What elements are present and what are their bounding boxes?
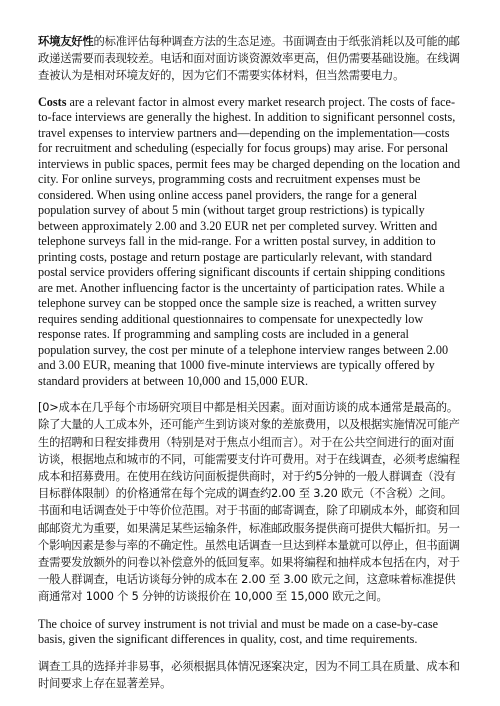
environment-lead-term: 环境友好性 [38, 35, 94, 48]
choice-paragraph-en: The choice of survey instrument is not trivial and must be made on a case-by-case basis, given the significant differences in quality, cost, and time requirements. [38, 616, 439, 647]
environment-paragraph-zh [38, 33, 462, 85]
costs-paragraph-en [38, 95, 462, 390]
choice-paragraph-zh: 调查工具的选择并非易事，必须根据具体情况逐案决定，因为不同工具在质量、成本和时间要求上存在显著差异。 [38, 659, 460, 690]
costs-lead-term: Costs [38, 94, 67, 109]
costs-paragraph-zh: [0>成本在几乎每个市场研究项目中都是相关因素。面对面访谈的成本通常是最高的。除了大量的人工成本外，还可能产生到访谈对象的差旅费用，以及根据实施情况可能产生的招聘和日程安排费用（特别是对于焦点小组而言）。对于在公共空间进行的面对面访谈，根据地点和城市的不同，可能需要支付许可费用。对于在线调查，必须考虑编程成本和招募费用。在使用在线访问面板提供商时，对于约5分钟的一般人群调查（没有目标群体限制）的价格通常在每个完成的调查约2.00 至 3.20 欧元（不含税）之间。书面和电话调查处于中等价位范围。对于书面的邮寄调查，除了印刷成本外，邮资和回邮邮资尤为重要，如果满足某些运输条件，标准邮政服务提供商可提供大幅折扣。另一个影响因素是参与率的不确定性。虽然电话调查一旦达到样本量就可以停止，但书面调查需要发放额外的问卷以补偿意外的低回复率。如果将编程和抽样成本包括在内，对于一般人群调查，电话访谈每分钟的成本在 2.00 至 3.00 欧元之间，这意味着标准提供商通常对 1000 个 5 分钟的访谈报价在 10,000 至 15,000 欧元之间。 [38, 401, 460, 604]
costs-body-text: are a relevant factor in almost every market research project. The costs of face-to-face interviews are generally the highest. In addition to significant personnel costs, travel expenses to interview partners and—depending on the implementation—costs for recruitment and scheduling (especially for focus groups) may arise. For personal interviews in public spaces, permit fees may be charged depending on the location and city. For online surveys, programming costs and recruitment expenses must be considered. When using online access panel providers, the range for a general population survey of about 5 min (without target group restrictions) is typically between approximately 2.00 and 3.20 EUR net per completed survey. Written and telephone surveys fall in the mid-range. For a written postal survey, in addition to printing costs, postage and return postage are particularly relevant, with standard postal service providers offering significant discounts if certain shipping conditions are met. Another influencing factor is the uncertainty of participation rates. While a telephone survey can be stopped once the sample size is reached, a written survey requires sending additional questionnaires to compensate for unexpectedly low response rates. If programming and sampling costs are included in a general population survey, the cost per minute of a telephone interview ranges between 2.00 and 3.00 EUR, meaning that 1000 five-minute interviews are typically offered by standard providers at between 10,000 and 15,000 EUR. [38, 94, 461, 388]
environment-body-text: 的标准评估每种调查方法的生态足迹。书面调查由于纸张消耗以及可能的邮政递送需要而表现较差。电话和面对面访谈资源效率更高，但仍需要基础设施。在线调查被认为是相对环境友好的，因为它们不需要实体材料，但当然需要电力。 [38, 35, 460, 83]
